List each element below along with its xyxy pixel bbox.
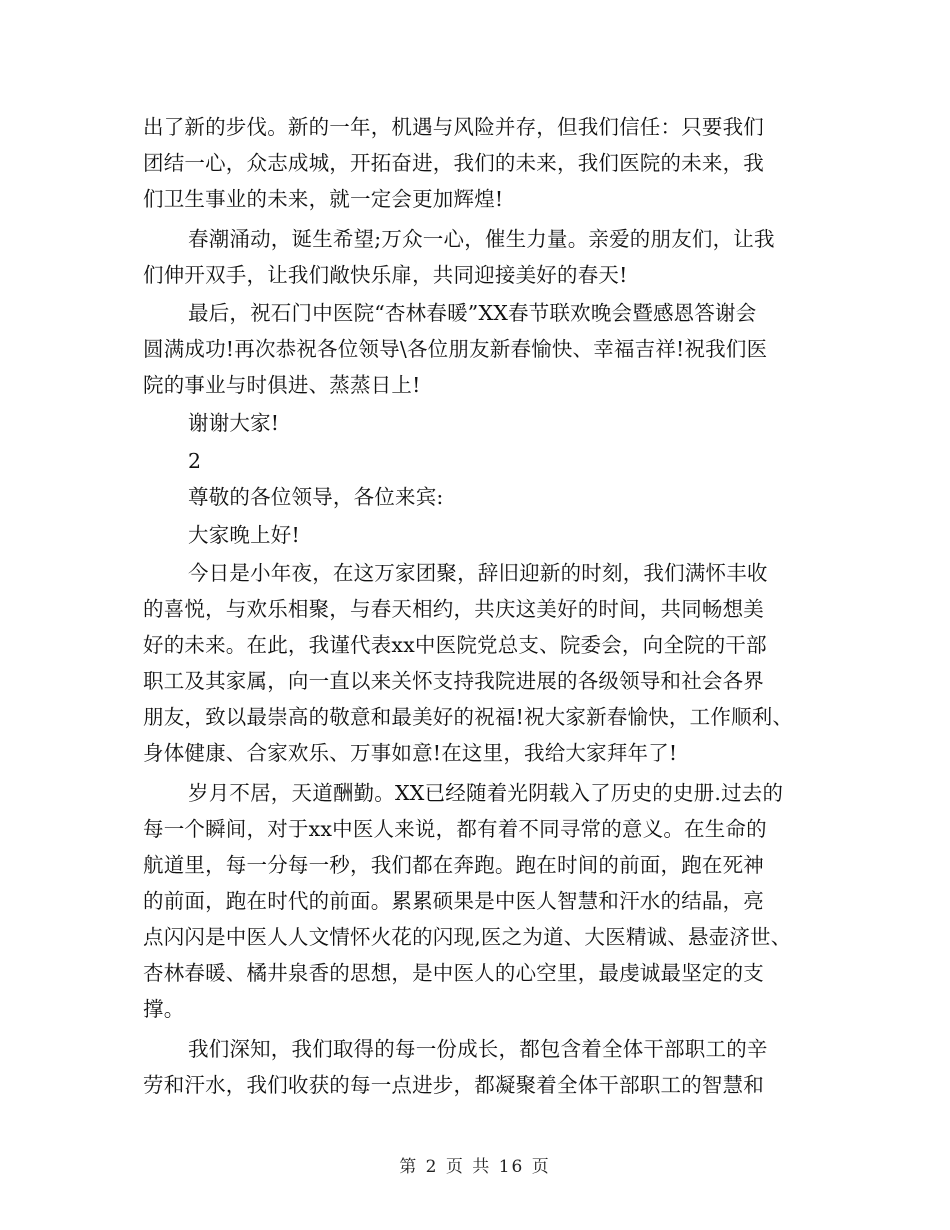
text-line: 团结一心，众志成城，开拓奋进，我们的未来，我们医院的未来，我	[143, 151, 764, 175]
text-line: 杏林春暖、橘井泉香的思想，是中医人的心空里，最虔诚最坚定的支	[143, 961, 764, 985]
text-line: 身体健康、合家欢乐、万事如意!在这里，我给大家拜年了!	[143, 741, 678, 765]
text-line: 每一个瞬间，对于xx中医人来说，都有着不同寻常的意义。在生命的	[143, 817, 767, 841]
text-line: 我们深知，我们取得的每一份成长，都包含着全体干部职工的辛	[188, 1037, 768, 1061]
text-line: 出了新的步伐。新的一年，机遇与风险并存，但我们信任：只要我们	[143, 115, 764, 139]
salutation: 尊敬的各位领导，各位来宾:	[188, 485, 444, 509]
text-line: 劳和汗水，我们收获的每一点进步，都凝聚着全体干部职工的智慧和	[143, 1073, 764, 1097]
text-line: 院的事业与时俱进、蒸蒸日上!	[143, 373, 421, 397]
page-footer: 第 2 页 共 16 页	[399, 1157, 551, 1177]
section-number: 2	[188, 449, 202, 473]
text-line: 最后，祝石门中医院“杏林春暖”XX春节联欢晚会暨感恩答谢会	[188, 301, 757, 325]
text-line: 们卫生事业的未来，就一定会更加辉煌!	[143, 187, 504, 211]
text-line: 撑。	[143, 997, 185, 1021]
greeting: 大家晚上好!	[188, 523, 300, 547]
text-line: 圆满成功!再次恭祝各位领导\各位朋友新春愉快、幸福吉祥!祝我们医	[143, 337, 768, 361]
text-line: 好的未来。在此，我谨代表xx中医院党总支、院委会，向全院的干部	[143, 633, 767, 657]
text-line: 谢谢大家!	[188, 411, 280, 435]
text-line: 岁月不居，天道酬勤。XX已经随着光阴载入了历史的史册.过去的	[188, 781, 784, 805]
text-line: 的前面，跑在时代的前面。累累硕果是中医人智慧和汗水的结晶，亮	[143, 889, 764, 913]
text-line: 朋友，致以最崇高的敬意和最美好的祝福!祝大家新春愉快，工作顺利、	[143, 705, 794, 729]
text-line: 今日是小年夜，在这万家团聚，辞旧迎新的时刻，我们满怀丰收	[188, 561, 768, 585]
text-line: 们伸开双手，让我们敞快乐扉，共同迎接美好的春天!	[143, 263, 628, 287]
text-line: 职工及其家属，向一直以来关怀支持我院进展的各级领导和社会各界	[143, 669, 764, 693]
text-line: 点闪闪是中医人人文情怀火花的闪现,医之为道、大医精诚、悬壶济世、	[143, 925, 792, 949]
text-line: 航道里，每一分每一秒，我们都在奔跑。跑在时间的前面，跑在死神	[143, 853, 764, 877]
text-line: 春潮涌动，诞生希望;万众一心，催生力量。亲爱的朋友们，让我	[188, 227, 775, 251]
text-line: 的喜悦，与欢乐相聚，与春天相约，共庆这美好的时间，共同畅想美	[143, 597, 764, 621]
